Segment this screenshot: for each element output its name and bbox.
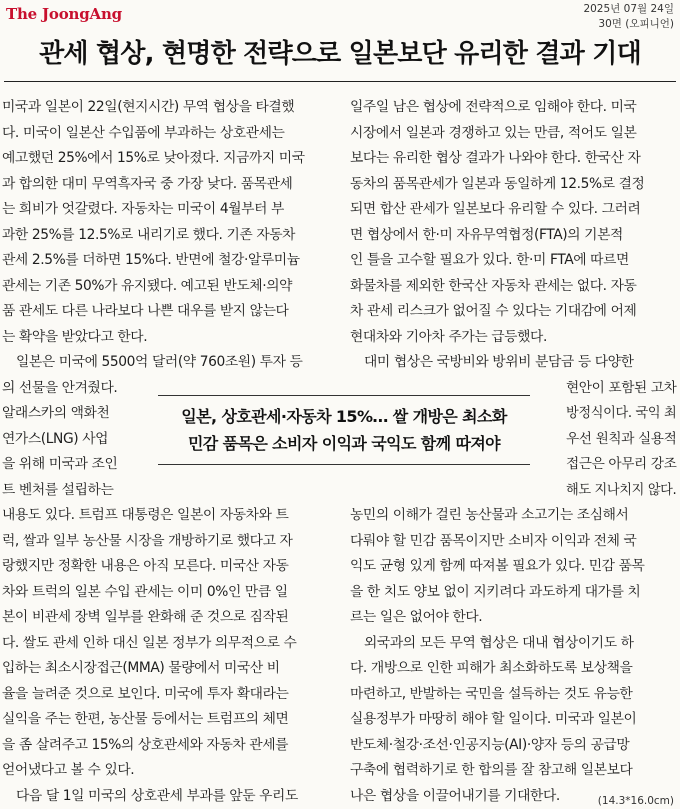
article-size-note: (14.3*16.0cm) xyxy=(597,795,674,807)
text-line: 농민의 이해가 걸린 농산물과 소고기는 조심해서 xyxy=(350,507,629,523)
text-line: 본이 비관세 장벽 일부를 완화해 준 것으로 짐작된 xyxy=(2,609,289,625)
text-line: 관세 2.5%를 더하면 15%다. 반면에 철강·알루미늄 xyxy=(2,252,300,268)
text-line: 다뤄야 할 민감 품목이지만 소비자 이익과 전체 국 xyxy=(350,532,637,549)
text-line: 반도체·철강·조선·인공지능(AI)·양자 등의 공급망 xyxy=(350,736,630,753)
text-line: 연가스(LNG) 사업 xyxy=(2,430,109,447)
text-line: 우선 원칙과 실용적 xyxy=(566,430,677,447)
text-line: 을 한 치도 양보 없이 지키려다 과도하게 대가를 치 xyxy=(350,583,641,600)
pull-quote-line: 일본, 상호관세·자동차 15%… 쌀 개방은 최소화 xyxy=(181,407,507,426)
text-line: 트 벤처를 설립하는 xyxy=(2,481,114,498)
text-line: 현대차와 기아차 주가는 급등했다. xyxy=(350,328,547,345)
text-line: 실용정부가 마땅히 해야 할 일이다. 미국과 일본이 xyxy=(350,711,637,727)
text-line: 시장에서 일본과 경쟁하고 있는 만큼, 적어도 일본 xyxy=(350,124,637,141)
pull-quote xyxy=(158,395,530,465)
text-line: 해도 지나치지 않다. xyxy=(566,481,677,498)
newspaper-logo: The JoongAng xyxy=(6,5,122,23)
text-line: 얻어냈다고 볼 수 있다. xyxy=(2,762,135,778)
text-line: 럭, 쌀과 일부 농산물 시장을 개방하기로 했다고 자 xyxy=(2,532,293,549)
text-line: 화물차를 제외한 한국산 자동차 관세는 없다. 자동 xyxy=(350,277,637,294)
publication-date: 2025년 07월 24일 xyxy=(583,3,674,15)
text-line: 의 선물을 안겨줬다. xyxy=(2,379,118,396)
text-line: 르는 일은 없어야 한다. xyxy=(350,609,483,625)
text-line: 일주일 남은 협상에 전략적으로 임해야 한다. 미국 xyxy=(350,99,637,115)
text-line: 랑했지만 정확한 내용은 아직 모른다. 미국산 자동 xyxy=(2,558,289,574)
text-line: 다. 미국이 일본산 수입품에 부과하는 상호관세는 xyxy=(2,124,285,141)
publication-meta xyxy=(583,2,674,32)
text-line: 과한 25%를 12.5%로 내리기로 했다. 기존 자동차 xyxy=(2,226,296,243)
text-line: 율을 늘려준 것으로 보인다. 미국에 투자 확대라는 xyxy=(2,685,289,702)
text-line: 을 위해 미국과 조인 xyxy=(2,456,118,472)
text-line: 익도 균형 있게 함께 따져볼 필요가 있다. 민감 품목 xyxy=(350,558,645,574)
text-line: 는 희비가 엇갈렸다. 자동차는 미국이 4월부터 부 xyxy=(2,201,284,217)
text-line: 내용도 있다. 트럼프 대통령은 일본이 자동차와 트 xyxy=(2,507,289,523)
text-line: 방정식이다. 국익 최 xyxy=(566,405,677,421)
text-line: 다음 달 1일 미국의 상호관세 부과를 앞둔 우리도 xyxy=(16,787,298,804)
text-line: 일본은 미국에 5500억 달러(약 760조원) 투자 등 xyxy=(16,354,303,370)
text-line: 보다는 유리한 협상 결과가 나와야 한다. 한국산 자 xyxy=(350,150,641,166)
text-line: 을 좀 살려주고 15%의 상호관세와 자동차 관세를 xyxy=(2,736,289,753)
text-line: 인 틀을 고수할 필요가 있다. 한·미 FTA에 따르면 xyxy=(350,252,629,268)
text-line: 실익을 주는 한편, 농산물 등에서는 트럼프의 체면 xyxy=(2,711,289,727)
text-line: 다. 쌀도 관세 인하 대신 일본 정부가 의무적으로 수 xyxy=(2,634,297,651)
text-line: 나은 협상을 이끌어내기를 기대한다. xyxy=(350,787,560,804)
text-line: 면 협상에서 한·미 자유무역협정(FTA)의 기본적 xyxy=(350,226,623,243)
text-line: 품 관세도 다른 나라보다 나쁜 대우를 받지 않는다 xyxy=(2,303,289,319)
text-line: 되면 합산 관세가 일본보다 유리할 수 있다. 그러려 xyxy=(350,201,641,217)
text-line: 대미 협상은 국방비와 방위비 분담금 등 다양한 xyxy=(364,354,634,370)
text-line: 구축에 협력하기로 한 합의를 잘 참고해 일본보다 xyxy=(350,762,633,778)
text-line: 알래스카의 액화천 xyxy=(2,405,110,421)
text-line: 예고했던 25%에서 15%로 낮아졌다. 지금까지 미국 xyxy=(2,150,305,166)
text-line: 미국과 일본이 22일(현지시간) 무역 협상을 타결했 xyxy=(2,99,295,115)
page-section: 30면 (오피니언) xyxy=(598,18,674,30)
text-line: 현안이 포함된 고차 xyxy=(566,379,677,396)
editorial-headline: 관세 협상, 현명한 전략으로 일본보단 유리한 결과 기대 xyxy=(39,39,641,69)
text-line: 접근은 아무리 강조 xyxy=(566,456,677,472)
text-line: 차와 트럭의 일본 수입 관세는 이미 0%인 만큼 일 xyxy=(2,583,288,600)
headline-divider xyxy=(4,81,676,82)
text-line: 차 관세 리스크가 없어질 수 있다는 기대감에 어제 xyxy=(350,303,637,319)
text-line: 입하는 최소시장접근(MMA) 물량에서 미국산 비 xyxy=(2,660,280,676)
text-line: 과 합의한 대미 무역흑자국 중 가장 낮다. 품목관세 xyxy=(2,175,293,192)
text-line: 동차의 품목관세가 일본과 동일하게 12.5%로 결정 xyxy=(350,175,645,192)
text-line: 다. 개방으로 인한 피해가 최소화하도록 보상책을 xyxy=(350,660,633,676)
text-line: 외국과의 모든 무역 협상은 대내 협상이기도 하 xyxy=(364,634,634,651)
pull-quote-line: 민감 품목은 소비자 이익과 국익도 함께 따져야 xyxy=(187,434,501,453)
text-line: 는 확약을 받았다고 한다. xyxy=(2,328,148,345)
text-line: 관세는 기존 50%가 유지됐다. 예고된 반도체·의약 xyxy=(2,277,293,294)
text-line: 마련하고, 반발하는 국민을 설득하는 것도 유능한 xyxy=(350,685,633,702)
